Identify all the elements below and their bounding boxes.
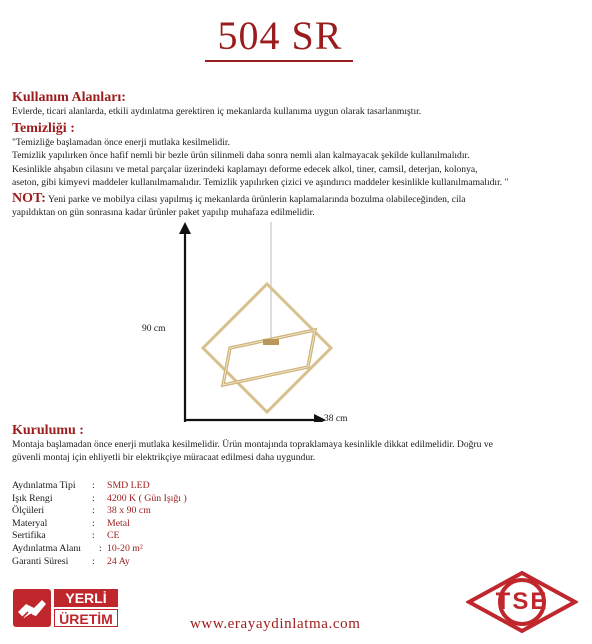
spec-value: CE (107, 530, 120, 542)
note-block (12, 192, 592, 220)
height-arrow-head (179, 222, 191, 234)
installation-line-2: güvenli montaj için ehliyetli bir elektrikçiye müracaat edilmesi daha uygundur. (12, 452, 316, 464)
note-label: NOT: (12, 191, 46, 206)
spec-colon: : (92, 555, 95, 567)
spec-value: Metal (107, 517, 130, 529)
title-underline (205, 60, 353, 62)
spec-value: 4200 K ( Gün Işığı ) (107, 492, 187, 504)
spec-label: Aydınlatma Tipi (12, 480, 76, 491)
spec-value: 10-20 m² (107, 542, 143, 554)
cleaning-line: Kesinlikle ahşabın cilasını ve metal parçalar üzerindeki kaplamayı deforme edecek alkol, tiner, camsil, deterjan, kolonya, (12, 163, 478, 175)
tse-logo (466, 570, 578, 634)
product-illustration (150, 222, 380, 422)
spec-label: Sertifika (12, 530, 46, 542)
spec-label: Garanti Süresi (12, 555, 69, 567)
note-line-1: Yeni parke ve mobilya cilası yapılmış iç mekanlarda ürünlerin kaplamalarında bozulma olabileceğinden, cila (48, 194, 466, 205)
spec-label: Aydınlatma Alanı (12, 542, 82, 554)
yerli-uretim-badge (12, 588, 120, 628)
spec-colon: : (92, 530, 95, 542)
spec-row-dimensions (12, 505, 272, 518)
usage-text: Evlerde, ticari alanlarda, etkili aydınlatma gerektiren iç mekanlarda kullanıma uygun olarak tasarlanmıştır. (12, 106, 422, 117)
spec-row-light-color (12, 493, 272, 506)
installation-text (12, 438, 592, 465)
cleaning-text (12, 136, 592, 190)
installation-heading: Kurulumu : (12, 423, 84, 438)
cleaning-line: Temizlik yapılırken önce hafif nemli bir bezle ürün silinmeli daha sonra nemli alan kalmayacak şekilde kullanılmalıdır. (12, 150, 470, 162)
pendant-lamp (203, 284, 331, 412)
handshake-icon (12, 588, 52, 628)
spec-row-material (12, 518, 272, 531)
cleaning-line: "Temizliğe başlamadan önce enerji mutlaka kesilmelidir. (12, 137, 230, 148)
page-title: 504 SR (217, 13, 343, 58)
installation-line-1: Montaja başlamadan önce enerji mutlaka kesilmelidir. Ürün montajında topraklamaya kesinlikle dikkat edilmelidir. Doğru ve (12, 439, 493, 450)
spec-row-lighting-type (12, 480, 272, 493)
spec-value: 24 Ay (107, 555, 130, 567)
tse-label: TSE (495, 588, 549, 615)
spec-colon: : (92, 480, 95, 491)
spec-value: SMD LED (107, 480, 150, 491)
spec-colon: : (92, 517, 95, 529)
spec-value: 38 x 90 cm (107, 505, 151, 517)
height-label: 90 cm (142, 324, 166, 334)
website-link[interactable]: www.erayaydinlatma.com (190, 616, 361, 632)
specs-list (12, 480, 272, 568)
spec-colon: : (92, 492, 95, 504)
lamp-canopy (263, 339, 279, 345)
usage-heading: Kullanım Alanları: (12, 90, 126, 105)
spec-label: Işık Rengi (12, 492, 53, 504)
uretim-label: ÜRETİM (54, 609, 118, 627)
spec-row-certificate (12, 530, 272, 543)
cleaning-line: aseton, gibi kimyevi maddeler kullanılmamalıdır. Temizlik yapılırken çizici ve aşındırıcı maddeler kesinlikle kullanılmamalıdır. " (12, 177, 509, 189)
spec-row-warranty (12, 556, 272, 569)
spec-label: Ölçüleri (12, 505, 45, 517)
cleaning-heading: Temizliği : (12, 121, 75, 136)
note-line-2: yapıldıktan on gün sonrasına kadar ürünler paket yapılıp muhafaza edilmelidir. (12, 207, 315, 219)
spec-row-lighting-area (12, 543, 272, 556)
spec-colon: : (99, 542, 102, 554)
yerli-label: YERLİ (54, 589, 118, 607)
spec-label: Materyal (12, 517, 48, 529)
width-label: 38 cm (324, 414, 348, 424)
spec-colon: : (92, 505, 95, 517)
